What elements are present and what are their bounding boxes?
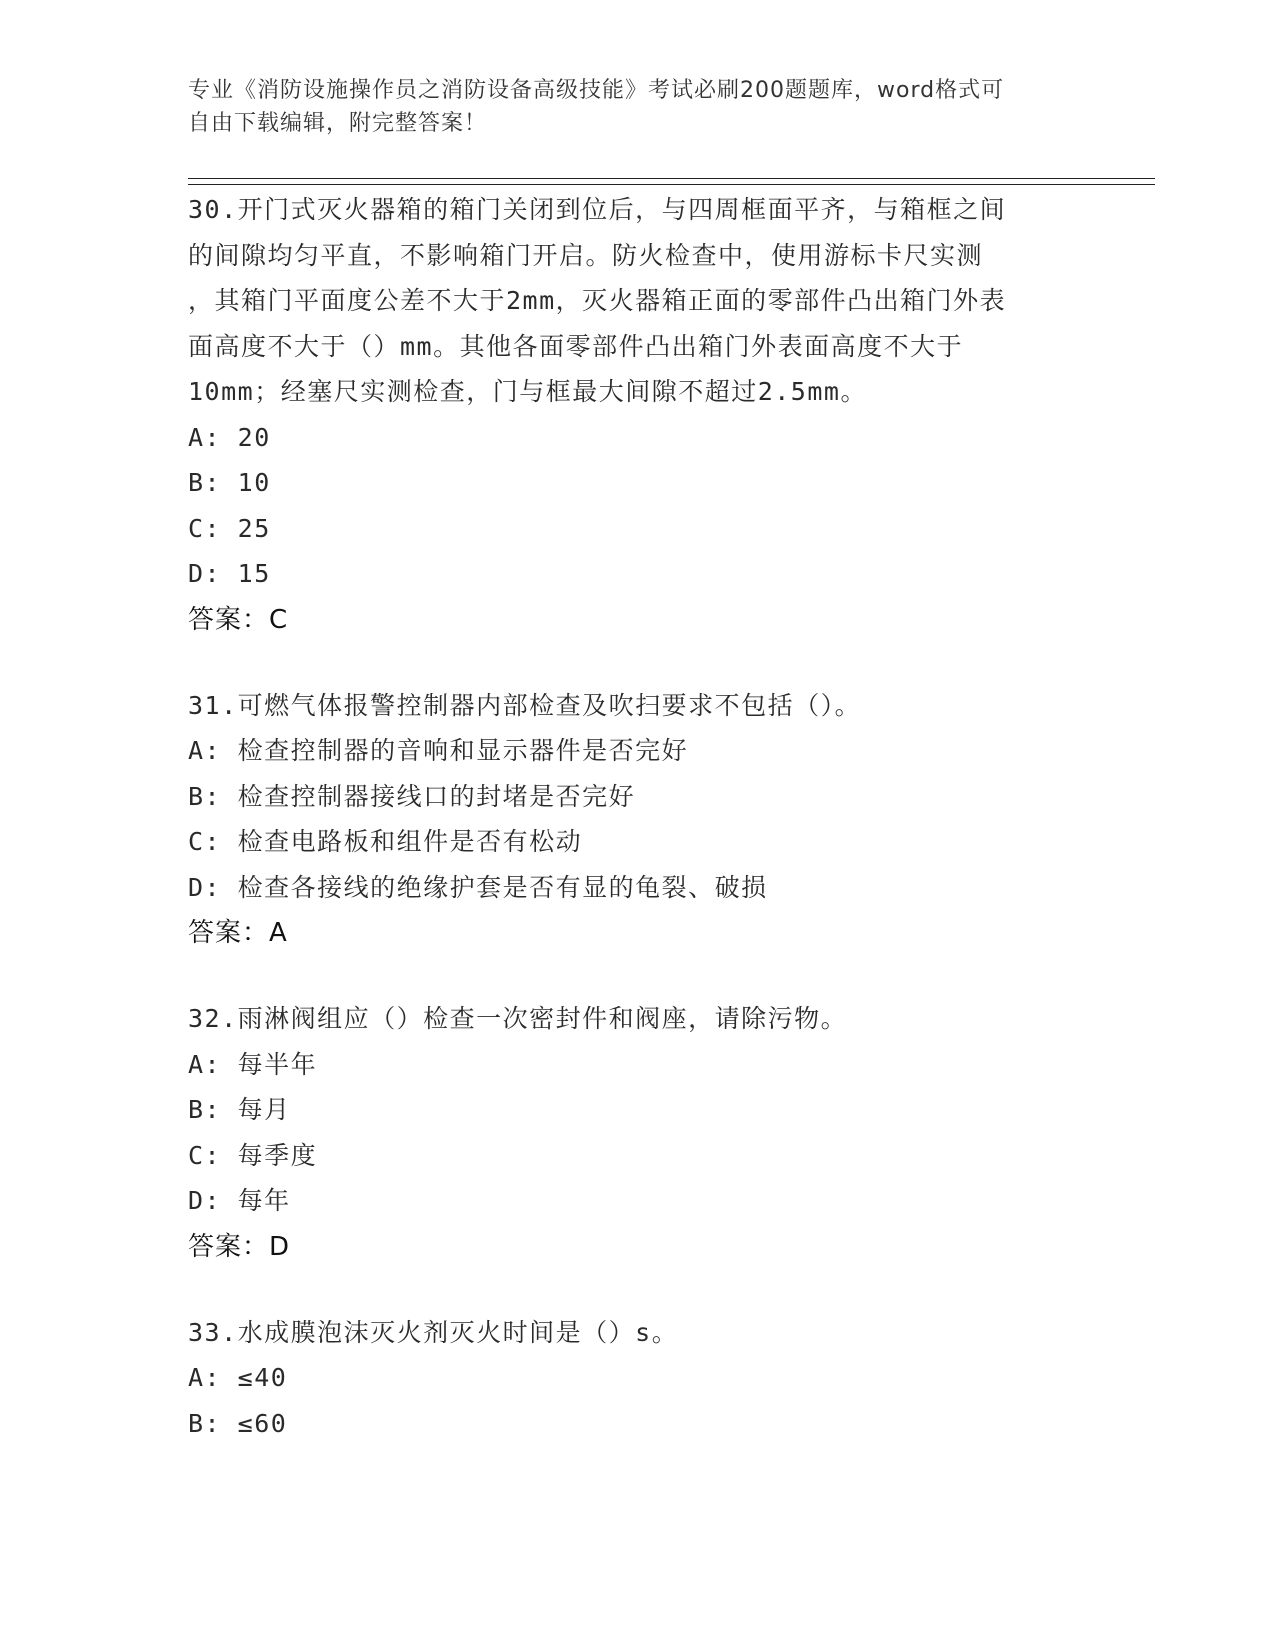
option-a: A: ≤40 [188, 1363, 288, 1392]
header-line-1: 专业《消防设施操作员之消防设备高级技能》考试必刷200题题库，word格式可 [188, 78, 1005, 103]
option-d: D: 15 [188, 559, 271, 588]
question-32 [188, 996, 1088, 1270]
option-a: A: 检查控制器的音响和显示器件是否完好 [188, 736, 689, 765]
question-list [188, 187, 1088, 1486]
question-33 [188, 1310, 1088, 1447]
question-text [188, 683, 1088, 729]
question-text [188, 996, 1088, 1042]
option-d: D: 每年 [188, 1186, 291, 1215]
option-b: B: 10 [188, 468, 271, 497]
option-c: C: 每季度 [188, 1140, 318, 1170]
question-text-line: 10mm；经塞尺实测检查，门与框最大间隙不超过2.5mm。 [188, 377, 867, 406]
question-30 [188, 187, 1088, 643]
answer-label: 答案：D [188, 1231, 291, 1262]
document-header [188, 74, 1088, 140]
option-d: D: 检查各接线的绝缘护套是否有显的龟裂、破损 [188, 872, 768, 902]
question-text-line: 面高度不大于（）mm。其他各面零部件凸出箱门外表面高度不大于 [188, 331, 964, 361]
option-b: B: 检查控制器接线口的封堵是否完好 [188, 781, 636, 811]
question-text-line: 31.可燃气体报警控制器内部检查及吹扫要求不包括（）。 [188, 690, 862, 720]
header-divider [188, 178, 1155, 185]
option-a: A: 每半年 [188, 1049, 318, 1079]
question-text-line: ，其箱门平面度公差不大于2mm，灭火器箱正面的零部件凸出箱门外表 [188, 286, 1007, 315]
question-text-line: 的间隙均匀平直，不影响箱门开启。防火检查中，使用游标卡尺实测 [188, 240, 984, 270]
header-line-2: 自由下载编辑，附完整答案！ [188, 111, 488, 136]
question-31 [188, 683, 1088, 957]
option-b: B: ≤60 [188, 1408, 288, 1438]
question-text-line: 33.水成膜泡沫灭火剂灭火时间是（）s。 [188, 1317, 679, 1347]
option-c: C: 25 [188, 513, 271, 543]
question-text-line: 32.雨淋阀组应（）检查一次密封件和阀座，请除污物。 [188, 1004, 848, 1033]
question-text-line: 30.开门式灭火器箱的箱门关闭到位后，与四周框面平齐，与箱框之间 [188, 195, 1007, 224]
answer-label: 答案：A [188, 918, 288, 948]
answer-label: 答案：C [188, 604, 289, 635]
question-text [188, 1310, 1088, 1356]
question-text [188, 187, 1088, 415]
option-b: B: 每月 [188, 1095, 291, 1124]
option-a: A: 20 [188, 422, 271, 452]
option-c: C: 检查电路板和组件是否有松动 [188, 827, 583, 856]
